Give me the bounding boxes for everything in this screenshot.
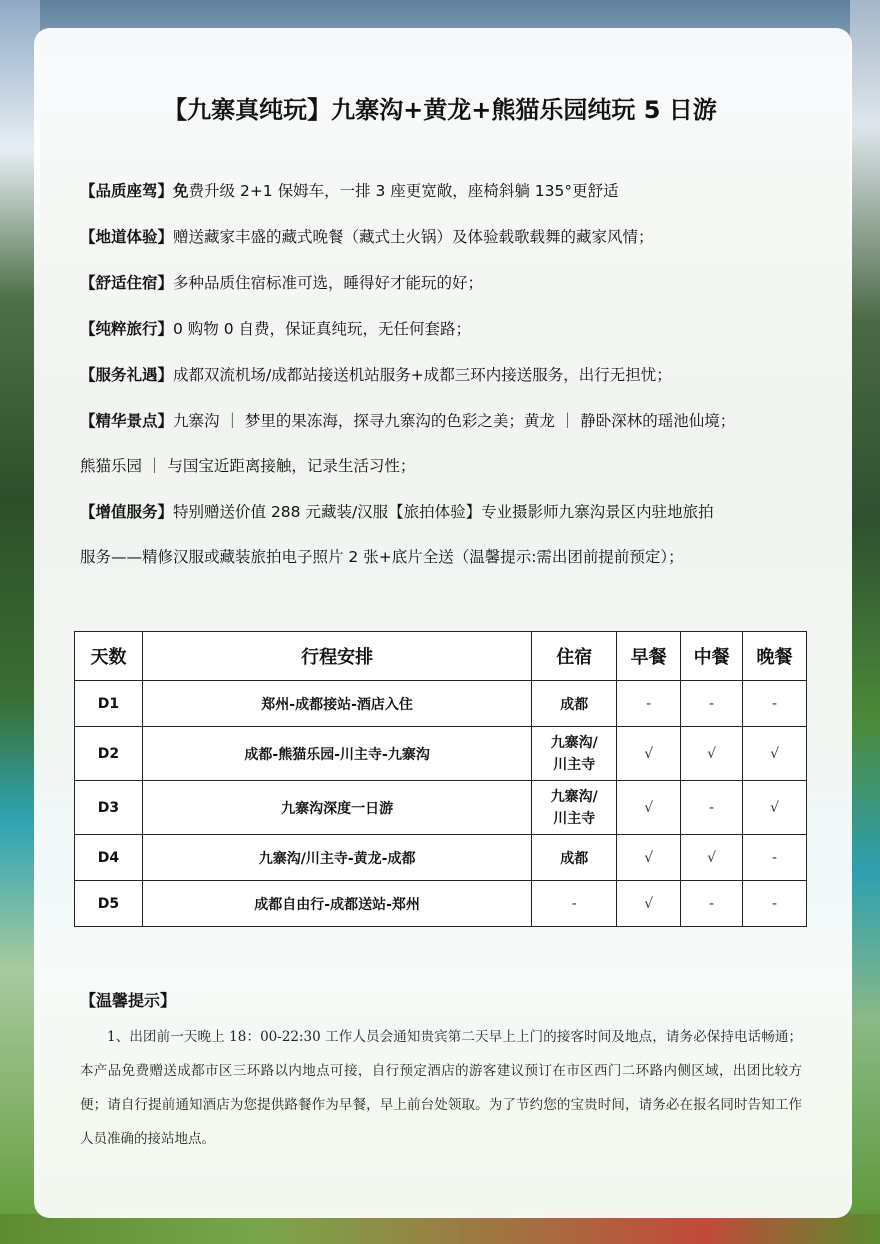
cell-breakfast: -: [617, 681, 681, 727]
cell-lunch: -: [681, 681, 743, 727]
cell-lunch: √: [681, 727, 743, 781]
cell-hotel: 九寨沟/ 川主寺: [532, 781, 617, 835]
cell-dinner: √: [743, 727, 807, 781]
background-meadow: [0, 1214, 880, 1244]
feature-text: 0 购物 0 自费，保证真纯玩，无任何套路；: [173, 320, 472, 338]
header-route: 行程安排: [142, 632, 531, 681]
feature-item: [80, 403, 735, 439]
feature-text: 熊猫乐园 ｜ 与国宝近距离接触，记录生活习性；: [80, 457, 416, 475]
table-row: [75, 881, 807, 927]
feature-item: [80, 311, 471, 347]
cell-route: 九寨沟深度一日游: [142, 781, 531, 835]
header-lunch: 中餐: [681, 632, 743, 681]
feature-label: 【舒适住宿】: [80, 274, 174, 292]
itinerary-table: [74, 631, 807, 927]
cell-lunch: -: [681, 781, 743, 835]
cell-breakfast: √: [617, 835, 681, 881]
cell-breakfast: √: [617, 781, 681, 835]
feature-text: 费升级 2+1 保姆车，一排 3 座更宽敞，座椅斜躺 135°更舒适: [188, 182, 619, 200]
table-header-row: [75, 632, 807, 681]
table-row: [75, 835, 807, 881]
feature-label: 【纯粹旅行】: [80, 320, 174, 338]
cell-day: D3: [75, 781, 143, 835]
feature-label: 【品质座驾】: [80, 182, 174, 200]
cell-dinner: √: [743, 781, 807, 835]
table-row: [75, 727, 807, 781]
feature-item: [80, 173, 619, 209]
feature-label: 【增值服务】: [80, 503, 174, 521]
cell-dinner: -: [743, 835, 807, 881]
feature-label: 【精华景点】: [80, 412, 174, 430]
cell-dinner: -: [743, 881, 807, 927]
cell-route: 成都-熊猫乐园-川主寺-九寨沟: [142, 727, 531, 781]
cell-day: D4: [75, 835, 143, 881]
feature-item: [80, 265, 483, 301]
cell-hotel: 九寨沟/ 川主寺: [532, 727, 617, 781]
cell-lunch: -: [681, 881, 743, 927]
feature-text: 多种品质住宿标准可选，睡得好才能玩的好；: [173, 274, 484, 292]
cell-hotel: 成都: [532, 681, 617, 727]
table-row: [75, 781, 807, 835]
feature-item: [80, 219, 654, 255]
feature-item-continued: [80, 448, 415, 484]
feature-text: 成都双流机场/成都站接送机站服务+成都三环内接送服务，出行无担忧；: [173, 366, 672, 384]
feature-label: 【服务礼遇】: [80, 366, 174, 384]
feature-item: [80, 494, 714, 530]
header-day: 天数: [75, 632, 143, 681]
background-landscape-right: [850, 0, 880, 1244]
cell-day: D5: [75, 881, 143, 927]
header-hotel: 住宿: [532, 632, 617, 681]
feature-item-continued: [80, 539, 684, 575]
cell-route: 郑州-成都接站-酒店入住: [142, 681, 531, 727]
cell-lunch: √: [681, 835, 743, 881]
feature-text: 赠送藏家丰盛的藏式晚餐（藏式土火锅）及体验载歌载舞的藏家风情；: [173, 228, 654, 246]
table-row: [75, 681, 807, 727]
tips-text: 1、出团前一天晚上 18：00-22:30 工作人员会通知贵宾第二天早上上门的接客时间及地点，请务必保持电话畅通；本产品免费赠送成都市区三环路以内地点可接，自行预定酒店的游客建议预订在市区西门二环路内侧区域，出团比较方便；请自行提前通知酒店为您提供路餐作为早餐，早上前台处领取。为了节约您的宝贵时间，请务必在报名同时告知工作人员准确的接站地点。: [80, 1029, 802, 1147]
header-breakfast: 早餐: [617, 632, 681, 681]
cell-day: D2: [75, 727, 143, 781]
feature-text: 特别赠送价值 288 元藏装/汉服【旅拍体验】专业摄影师九寨沟景区内驻地旅拍: [173, 503, 714, 521]
feature-text: 服务——精修汉服或藏装旅拍电子照片 2 张+底片全送（温馨提示:需出团前提前预定）；: [80, 548, 684, 566]
cell-breakfast: √: [617, 727, 681, 781]
cell-route: 成都自由行-成都送站-郑州: [142, 881, 531, 927]
cell-route: 九寨沟/川主寺-黄龙-成都: [142, 835, 531, 881]
feature-label: 【地道体验】: [80, 228, 174, 246]
cell-dinner: -: [743, 681, 807, 727]
feature-highlight: 免: [173, 182, 189, 200]
page-title: 【九寨真纯玩】九寨沟+黄龙+熊猫乐园纯玩 5 日游: [163, 96, 717, 124]
cell-day: D1: [75, 681, 143, 727]
feature-item: [80, 357, 672, 393]
cell-breakfast: √: [617, 881, 681, 927]
header-dinner: 晚餐: [743, 632, 807, 681]
tips-title: 【温馨提示】: [80, 991, 177, 1010]
cell-hotel: -: [532, 881, 617, 927]
cell-hotel: 成都: [532, 835, 617, 881]
feature-text: 九寨沟 ｜ 梦里的果冻海，探寻九寨沟的色彩之美；黄龙 ｜ 静卧深林的瑶池仙境；: [173, 412, 736, 430]
